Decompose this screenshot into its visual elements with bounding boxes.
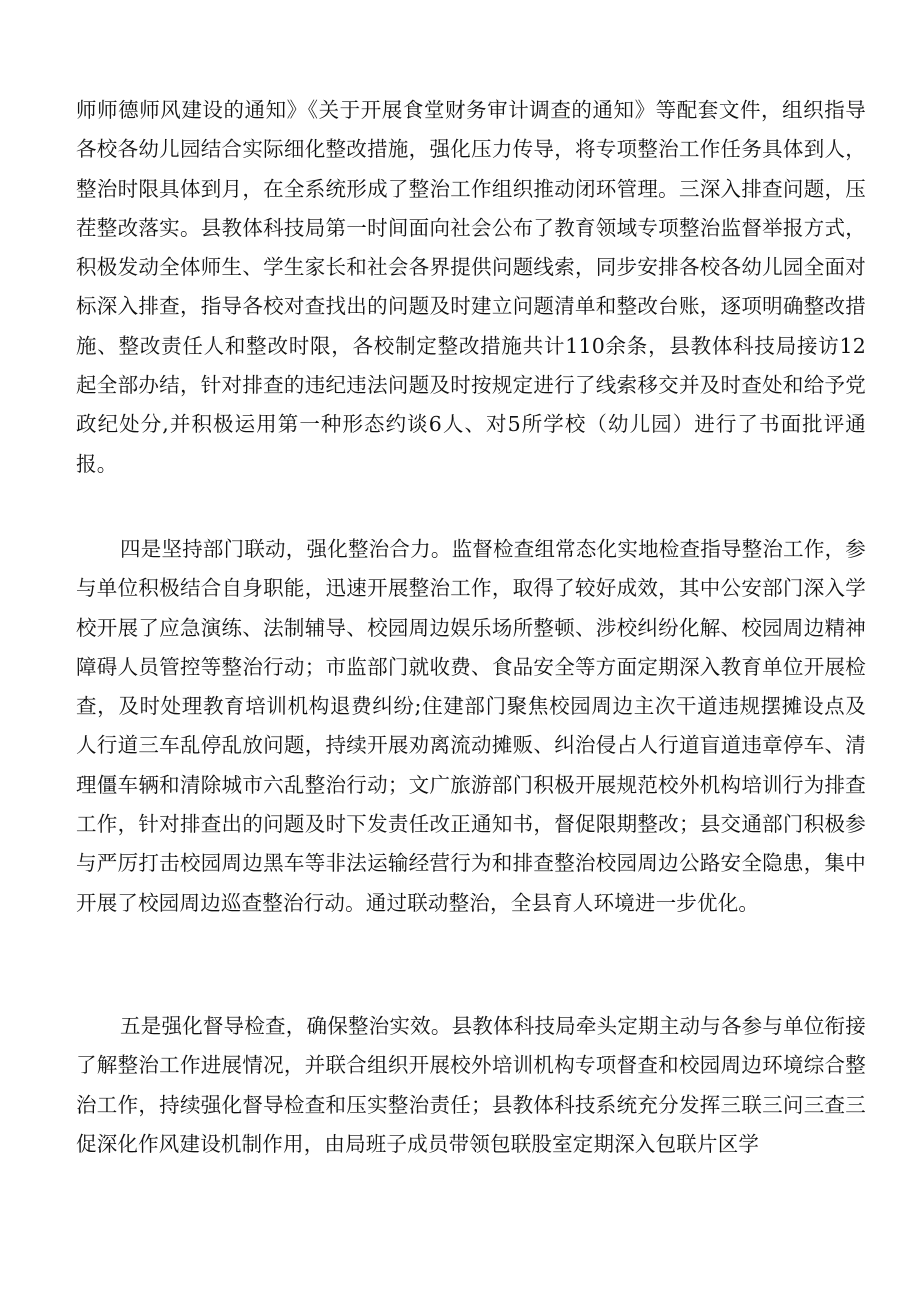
paragraph-department-linkage: 四是坚持部门联动，强化整治合力。监督检查组常态化实地检查指导整治工作，参与单位积极结合自身职能，迅速开展整治工作，取得了较好成效，其中公安部门深入学校开展了应急演练、法制辅导、校园周边娱乐场所整顿、涉校纠纷化解、校园周边精神障碍人员管控等整治行动；市监部门就收费、食品安全等方面定期深入教育单位开展检查，及时处理教育培训机构退费纠纷;住建部门聚焦校园周边主次干道违规摆摊设点及人行道三车乱停乱放问题，持续开展劝离流动摊贩、纠治侵占人行道盲道违章停车、清理僵车辆和清除城市六乱整治行动；文广旅游部门积极开展规范校外机构培训行为排查工作，针对排查出的问题及时下发责任改正通知书，督促限期整改；县交通部门积极参与严厉打击校园周边黑车等非法运输经营行为和排查整治校园周边公路安全隐患，集中开展了校园周边巡查整治行动。通过联动整治，全县育人环境进一步优化。 xyxy=(76,537,866,915)
paragraph-supervision-inspection: 五是强化督导检查，确保整治实效。县教体科技局牵头定期主动与各参与单位衔接了解整治工作进展情况，并联合组织开展校外培训机构专项督查和校园周边环境综合整治工作，持续强化督导检查和压实整治责任；县教体科技系统充分发挥三联三问三查三促深化作风建设机制作用，由局班子成员带领包联股室定期深入包联片区学 xyxy=(76,1014,866,1156)
paragraph-continuation: 师师德师风建设的通知》《关于开展食堂财务审计调查的通知》等配套文件，组织指导各校各幼儿园结合实际细化整改措施，强化压力传导，将专项整治工作任务具体到人，整治时限具体到月，在全系统形成了整治工作组织推动闭环管理。三深入排查问题，压茬整改落实。县教体科技局第一时间面向社会公布了教育领域专项整治监督举报方式，积极发动全体师生、学生家长和社会各界提供问题线索，同步安排各校各幼儿园全面对标深入排查，指导各校对查找出的问题及时建立问题清单和整改台账，逐项明确整改措施、整改责任人和整改时限，各校制定整改措施共计110余条，县教体科技局接访12起全部办结，针对排查的违纪违法问题及时按规定进行了线索移交并及时查处和给予党政纪处分,并积极运用第一种形态约谈6人、对5所学校（幼儿园）进行了书面批评通报。 xyxy=(76,98,866,476)
